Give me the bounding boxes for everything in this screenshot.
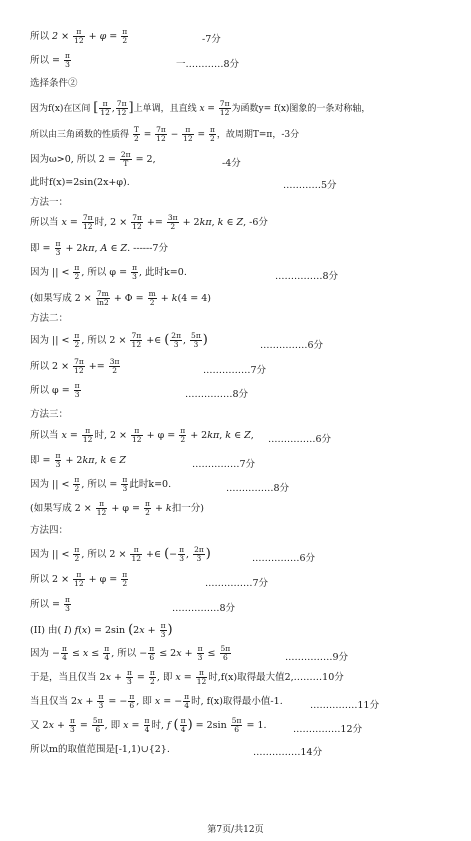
- step-line-2: 所以 = $\frac{\pi}{3}$: [30, 51, 70, 69]
- step-line-20: 因为 || < $\frac{\pi}{2}$ , 所以 = $\frac{\pi}{3}$ 此时k=0.: [30, 475, 172, 493]
- method-4-heading: 方法四：: [30, 525, 69, 536]
- step-line-7: 此时f(x)=2sin(2x+φ).: [30, 177, 130, 188]
- score-7b: ……………7分: [203, 365, 267, 376]
- method-2-heading: 方法二：: [30, 313, 69, 324]
- score-12: ……………12分: [293, 724, 363, 735]
- step-line-29: 当且仅当 2x + $\frac{\pi}{3}$ = − $\frac{\pi}{6}$ , 即 x = − $\frac{\pi}{4}$ 时, f(x)取得最小值-1.: [30, 692, 283, 710]
- step-line-12: (如果写成 2 × $\frac{7m}{\ln 2}$ + Φ = $\frac{m}{2}$ + k(4 = 4): [30, 289, 211, 307]
- score-7d: ……………7分: [205, 578, 269, 589]
- step-line-18: 所以当 x = $\frac{\pi}{12}$ 时, 2 × $\frac{\pi}{12}$ + φ = $\frac{\pi}{2}$ + 2kπ, k ∈ Z,: [30, 426, 254, 444]
- step-line-10: 即 = $\frac{\pi}{3}$ + 2kπ, A ∈ Z. ------7分: [30, 239, 168, 257]
- score-8b: ……………8分: [275, 271, 339, 282]
- score-11: ……………11分: [310, 700, 380, 711]
- step-line-11: 因为 || < $\frac{\pi}{2}$ , 所以 φ = $\frac{\pi}{3}$ , 此时k=0.: [30, 263, 187, 281]
- step-line-5: 所以由三角函数的性质得 $\frac{T}{2}$ = $\frac{7\pi}{12}$ − $\frac{\pi}{12}$ = $\frac{\pi}{2}$ ，故周期T=π，-3分: [30, 125, 300, 143]
- score-9: ……………9分: [285, 652, 349, 663]
- score-6b: ……………6分: [268, 434, 332, 445]
- page-footer: 第7页/共12页: [207, 825, 264, 835]
- step-line-19: 即 = $\frac{\pi}{3}$ + 2kπ, k ∈ Z: [30, 451, 126, 469]
- method-1-heading: 方法一：: [30, 197, 69, 208]
- step-line-6: 因为ω>0, 所以 2 = $\frac{2\pi}{T}$ = 2,: [30, 150, 156, 168]
- score-7: -7分: [202, 34, 221, 45]
- score-8e: ……………8分: [172, 603, 236, 614]
- step-line-9: 所以当 x = $\frac{7\pi}{12}$ 时, 2 × $\frac{7\pi}{12}$ += $\frac{3\pi}{2}$ + 2kπ, k ∈ Z, -6分: [30, 213, 268, 231]
- score-7c: ……………7分: [192, 459, 256, 470]
- score-6: ……………6分: [260, 340, 324, 351]
- step-line-1: 所以 2 × $\frac{\pi}{12}$ + φ = $\frac{\pi}{2}$: [30, 27, 128, 45]
- step-line-15: 所以 2 × $\frac{7\pi}{12}$ += $\frac{3\pi}{2}$: [30, 357, 120, 375]
- step-line-23: 因为 || < $\frac{\pi}{2}$ , 所以 2 × $\frac{\pi}{12}$ +∈ (− $\frac{\pi}{3}$ , $\frac{2\pi}{3}$ ): [30, 545, 211, 563]
- step-line-30: 又 2x + $\frac{\pi}{3}$ = $\frac{5\pi}{6}$ , 即 x = $\frac{\pi}{4}$ 时, f ( $\frac{\pi}{4}$ ) = 2sin $\frac{5\pi}{6}$ = 1.: [30, 716, 267, 734]
- score-5: …………5分: [283, 180, 337, 191]
- score-8d: ……………8分: [226, 483, 290, 494]
- step-line-4: 因为f(x)在区间 [ $\frac{\pi}{12}$ , $\frac{7\pi}{12}$ ]上单调，且直线 x = $\frac{7\pi}{12}$ 为函数y= f(x)图象的一条对称轴，: [30, 99, 371, 117]
- step-line-31: 所以m的取值范围是[-1,1)∪{2}.: [30, 744, 170, 755]
- method-3-heading: 方法三：: [30, 409, 69, 420]
- score-8: 一…………8分: [176, 59, 240, 70]
- step-line-14: 因为 || < $\frac{\pi}{2}$ , 所以 2 × $\frac{7\pi}{12}$ +∈ ( $\frac{2\pi}{3}$ , $\frac{5\pi}{3}$ ): [30, 331, 208, 349]
- step-line-16: 所以 φ = $\frac{\pi}{3}$: [30, 381, 80, 399]
- step-line-21: (如果写成 2 × $\frac{\pi}{12}$ + φ = $\frac{\pi}{2}$ + k扣一分): [30, 499, 204, 517]
- step-line-26: (II) 由( I) f(x) = 2sin (2x + $\frac{\pi}{3}$ ): [30, 621, 173, 639]
- option-heading: 选择条件②: [30, 78, 78, 89]
- score-4: -4分: [222, 158, 241, 169]
- score-6c: ……………6分: [252, 553, 316, 564]
- step-line-24: 所以 2 × $\frac{\pi}{12}$ + φ = $\frac{\pi}{2}$: [30, 570, 128, 588]
- step-line-25: 所以 = $\frac{\pi}{3}$: [30, 595, 70, 613]
- line-2-text: 所以: [30, 55, 50, 66]
- score-8c: ……………8分: [185, 389, 249, 400]
- step-line-27: 因为 − $\frac{\pi}{4}$ ≤ x ≤ $\frac{\pi}{4}$ , 所以 − $\frac{\pi}{6}$ ≤ 2x + $\frac{\pi}{3}$ ≤ $\frac{5\pi}{6}$: [30, 644, 231, 662]
- line-1-text: 所以: [30, 31, 50, 42]
- step-line-28: 于是，当且仅当 2x + $\frac{\pi}{3}$ = $\frac{\pi}{2}$ , 即 x = $\frac{\pi}{12}$ 时,f(x)取得最大值2,………10分: [30, 668, 344, 686]
- score-14: ……………14分: [253, 747, 323, 758]
